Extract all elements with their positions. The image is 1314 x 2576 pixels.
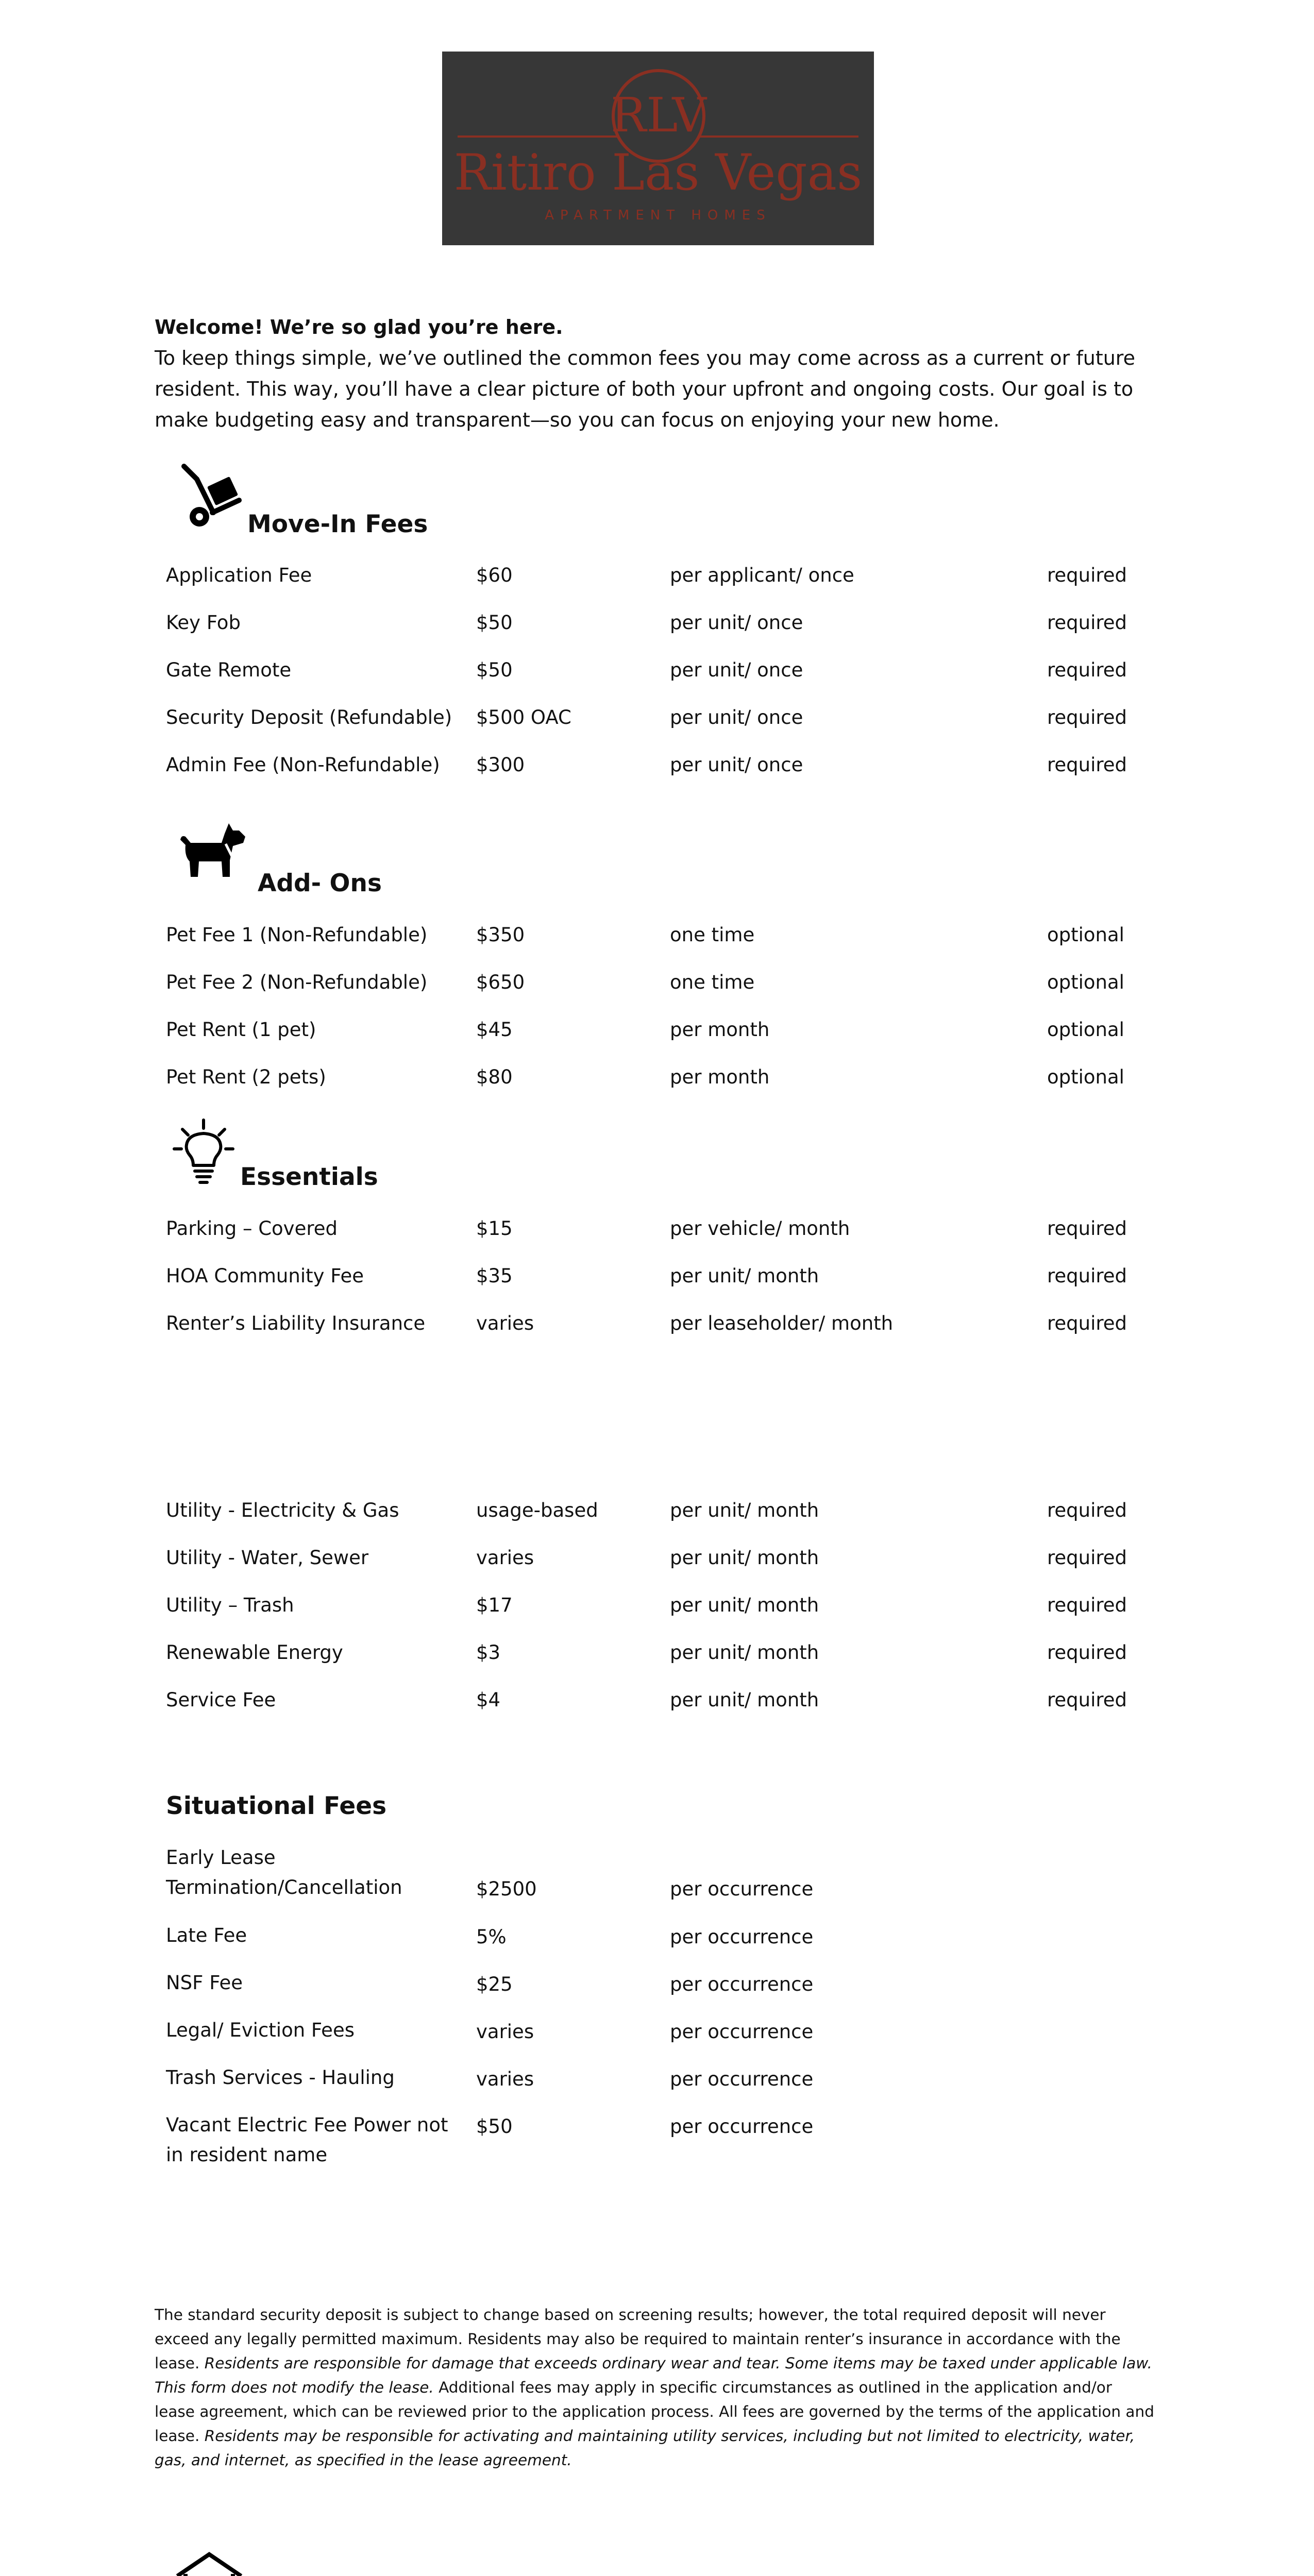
fee-frequency: per occurrence <box>670 2115 814 2138</box>
fee-frequency: per unit/ month <box>670 1594 819 1616</box>
fee-frequency: per occurrence <box>670 2021 814 2043</box>
fee-status: required <box>1047 1641 1127 1664</box>
disclaimer-italic: Residents may be responsible for activating and maintaining utility services, including but not limited to electricity, water, gas, and internet, as specified in the lease agreement. <box>155 2427 1135 2469</box>
fee-status: required <box>1047 612 1127 634</box>
fee-status: required <box>1047 1689 1127 1711</box>
fee-status: required <box>1047 659 1127 681</box>
fee-name: Service Fee <box>166 1689 276 1711</box>
fee-amount: $17 <box>476 1594 513 1616</box>
equal-housing-opportunity-icon <box>173 2550 245 2576</box>
logo-tagline: APARTMENT HOMES <box>545 208 771 223</box>
table-row <box>166 2110 1093 2172</box>
fee-name: Parking – Covered <box>166 1217 338 1240</box>
table-row <box>166 2063 1093 2099</box>
fee-amount: $60 <box>476 564 513 586</box>
table-row <box>166 1217 1176 1248</box>
fee-name: Key Fob <box>166 612 241 634</box>
fee-frequency: one time <box>670 924 755 946</box>
fee-amount: varies <box>476 2021 534 2043</box>
fee-amount: varies <box>476 1312 534 1334</box>
table-row <box>166 1547 1176 1578</box>
fee-status: required <box>1047 1265 1127 1287</box>
table-row <box>166 2015 1093 2052</box>
fee-amount: 5% <box>476 1926 507 1948</box>
fee-frequency: per vehicle/ month <box>670 1217 850 1240</box>
fee-name: Pet Rent (2 pets) <box>166 1066 326 1088</box>
fee-status: optional <box>1047 924 1124 946</box>
fee-name: Early Lease Termination/Cancellation <box>166 1846 402 1899</box>
table-row <box>166 706 1176 737</box>
fee-status: required <box>1047 1547 1127 1569</box>
table-row <box>166 1921 1093 1957</box>
fee-status: required <box>1047 706 1127 728</box>
intro-paragraph: To keep things simple, we’ve outlined the common fees you may come across as a current or future resident. This way, you’ll have a clear picture of both your upfront and ongoing costs. Our goal is to make budgeting easy and transparent—so you can focus on enjoying your new home. <box>155 347 1135 431</box>
fee-frequency: per occurrence <box>670 1973 814 1995</box>
fee-amount: usage-based <box>476 1499 598 1521</box>
fee-status: optional <box>1047 971 1124 993</box>
fee-status: optional <box>1047 1019 1124 1041</box>
table-row <box>166 1689 1176 1720</box>
fee-name: Renewable Energy <box>166 1641 343 1664</box>
fee-status: required <box>1047 754 1127 776</box>
table-row <box>166 612 1176 642</box>
fee-name: Renter’s Liability Insurance <box>166 1312 426 1334</box>
table-row <box>166 1019 1176 1049</box>
fee-name: Vacant Electric Fee Power not in resident name <box>166 2114 448 2166</box>
fee-amount: $300 <box>476 754 525 776</box>
fee-status: required <box>1047 1217 1127 1240</box>
fee-frequency: per unit/ once <box>670 706 803 728</box>
fee-amount: $80 <box>476 1066 513 1088</box>
fee-status: required <box>1047 1312 1127 1334</box>
fee-frequency: per occurrence <box>670 2068 814 2090</box>
disclaimer <box>155 2303 1157 2472</box>
fee-amount: $650 <box>476 971 525 993</box>
fee-status: required <box>1047 564 1127 586</box>
fee-amount: $15 <box>476 1217 513 1240</box>
disclaimer-text: The standard security deposit is subject to change based on screening results; however, the total required deposit will never exceed any legally permitted maximum. Residents may also be required to maintain renter’s insurance in accordance with the lease. <box>155 2306 1121 2372</box>
fee-amount: $45 <box>476 1019 513 1041</box>
fee-status: required <box>1047 1499 1127 1521</box>
fee-name: Utility - Water, Sewer <box>166 1547 369 1569</box>
fee-frequency: per occurrence <box>670 1926 814 1948</box>
fee-amount: varies <box>476 1547 534 1569</box>
fee-amount: $50 <box>476 612 513 634</box>
fee-name: Admin Fee (Non-Refundable) <box>166 754 440 776</box>
dog-icon <box>175 819 251 880</box>
fee-name: Legal/ Eviction Fees <box>166 2019 355 2041</box>
fee-name: Utility - Electricity & Gas <box>166 1499 399 1521</box>
table-row <box>166 1312 1176 1343</box>
fee-frequency: per month <box>670 1019 770 1041</box>
fee-amount: varies <box>476 2068 534 2090</box>
welcome-heading: Welcome! We’re so glad you’re here. <box>155 316 563 338</box>
fee-amount: $4 <box>476 1689 501 1711</box>
fee-frequency: one time <box>670 971 755 993</box>
brand-logo <box>442 52 874 245</box>
fee-amount: $50 <box>476 659 513 681</box>
fee-name: Gate Remote <box>166 659 292 681</box>
fee-frequency: per occurrence <box>670 1878 814 1900</box>
fee-name: Security Deposit (Refundable) <box>166 706 452 728</box>
fee-name: NSF Fee <box>166 1972 243 1994</box>
section-title-add-ons: Add- Ons <box>258 869 382 897</box>
fee-amount: $500 OAC <box>476 706 571 728</box>
fee-frequency: per unit/ once <box>670 612 803 634</box>
fee-amount: $50 <box>476 2115 513 2138</box>
table-row <box>166 1066 1176 1097</box>
fee-name: Late Fee <box>166 1924 247 1946</box>
fee-frequency: per unit/ month <box>670 1265 819 1287</box>
fee-name: Trash Services - Hauling <box>166 2066 395 2089</box>
fee-amount: $350 <box>476 924 525 946</box>
fee-name: HOA Community Fee <box>166 1265 364 1287</box>
disclaimer-text: Additional fees may apply in specific circumstances as outlined in the application and/or lease agreement, which can be reviewed prior to the application process. All fees are governed by the terms of the application and lease. <box>155 2379 1154 2445</box>
fee-frequency: per unit/ once <box>670 659 803 681</box>
logo-name: Ritiro Las Vegas <box>453 144 863 201</box>
disclaimer-italic: Residents are responsible for damage that exceeds ordinary wear and tear. Some items may be taxed under applicable law. This form does not modify the lease. <box>155 2354 1152 2396</box>
fee-status: required <box>1047 1594 1127 1616</box>
table-row <box>166 1499 1176 1530</box>
fee-frequency: per leaseholder/ month <box>670 1312 894 1334</box>
section-title-essentials: Essentials <box>240 1163 378 1191</box>
lightbulb-icon <box>171 1118 236 1186</box>
fee-amount: $35 <box>476 1265 513 1287</box>
table-row <box>166 971 1176 1002</box>
table-row <box>166 1843 1093 1905</box>
table-row <box>166 1968 1093 2004</box>
fee-frequency: per applicant/ once <box>670 564 854 586</box>
table-row <box>166 924 1176 955</box>
logo-monogram: RLV <box>611 88 706 143</box>
table-row <box>166 1265 1176 1296</box>
fee-amount: $3 <box>476 1641 501 1664</box>
fee-status: optional <box>1047 1066 1124 1088</box>
table-row <box>166 1641 1176 1672</box>
fee-frequency: per unit/ month <box>670 1641 819 1664</box>
section-title-move-in: Move-In Fees <box>247 510 428 538</box>
fee-name: Utility – Trash <box>166 1594 294 1616</box>
table-row <box>166 754 1176 785</box>
fee-frequency: per unit/ month <box>670 1689 819 1711</box>
fee-frequency: per unit/ month <box>670 1547 819 1569</box>
table-row <box>166 564 1176 595</box>
section-title-situational: Situational Fees <box>166 1792 387 1820</box>
fee-name: Application Fee <box>166 564 312 586</box>
fee-amount: $25 <box>476 1973 513 1995</box>
fee-name: Pet Rent (1 pet) <box>166 1019 316 1041</box>
fee-name: Pet Fee 2 (Non-Refundable) <box>166 971 428 993</box>
hand-truck-icon <box>176 461 244 533</box>
fee-name: Pet Fee 1 (Non-Refundable) <box>166 924 428 946</box>
table-row <box>166 659 1176 690</box>
fee-amount: $2500 <box>476 1878 537 1900</box>
intro <box>155 312 1165 435</box>
fee-frequency: per unit/ once <box>670 754 803 776</box>
fee-frequency: per unit/ month <box>670 1499 819 1521</box>
table-row <box>166 1594 1176 1625</box>
fee-frequency: per month <box>670 1066 770 1088</box>
